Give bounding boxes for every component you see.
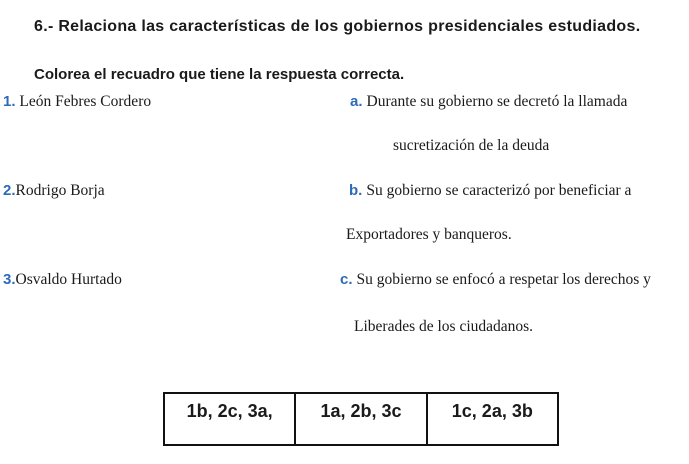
item-letter: b. — [349, 182, 363, 199]
president-name: Rodrigo Borja — [15, 182, 105, 199]
item-letter: c. — [340, 271, 353, 288]
characteristic-a — [350, 93, 627, 111]
characteristic-text: Su gobierno se enfocó a respetar los derechos y — [356, 271, 651, 288]
answer-option-1[interactable]: 1b, 2c, 3a, — [165, 394, 296, 444]
characteristic-text: Durante su gobierno se decretó la llamada — [366, 93, 628, 110]
president-item-2 — [3, 182, 105, 200]
president-name: León Febres Cordero — [15, 93, 152, 110]
item-number: 1. — [3, 93, 16, 110]
president-name: Osvaldo Hurtado — [15, 271, 122, 288]
exercise-instruction: Colorea el recuadro que tiene la respuesta correcta. — [34, 66, 405, 83]
president-item-3 — [3, 271, 122, 289]
characteristic-b — [349, 182, 631, 200]
answer-option-3[interactable]: 1c, 2a, 3b — [451, 401, 533, 421]
item-number: 3. — [3, 271, 16, 288]
characteristic-a-continuation: sucretización de la deuda — [393, 137, 550, 154]
answer-option-2[interactable]: 1a, 2b, 3c — [296, 394, 427, 444]
president-item-1 — [3, 93, 151, 111]
item-number: 2. — [3, 182, 16, 199]
characteristic-b-continuation: Exportadores y banqueros. — [346, 226, 512, 243]
characteristic-text: Su gobierno se caracterizó por beneficiar a — [366, 182, 632, 199]
answer-options-table — [163, 392, 559, 446]
characteristic-c-continuation: Liberades de los ciudadanos. — [354, 318, 534, 335]
exercise-title: 6.- Relaciona las características de los gobiernos presidenciales estudiados. — [34, 18, 641, 35]
item-letter: a. — [350, 93, 363, 110]
characteristic-c — [340, 271, 651, 289]
